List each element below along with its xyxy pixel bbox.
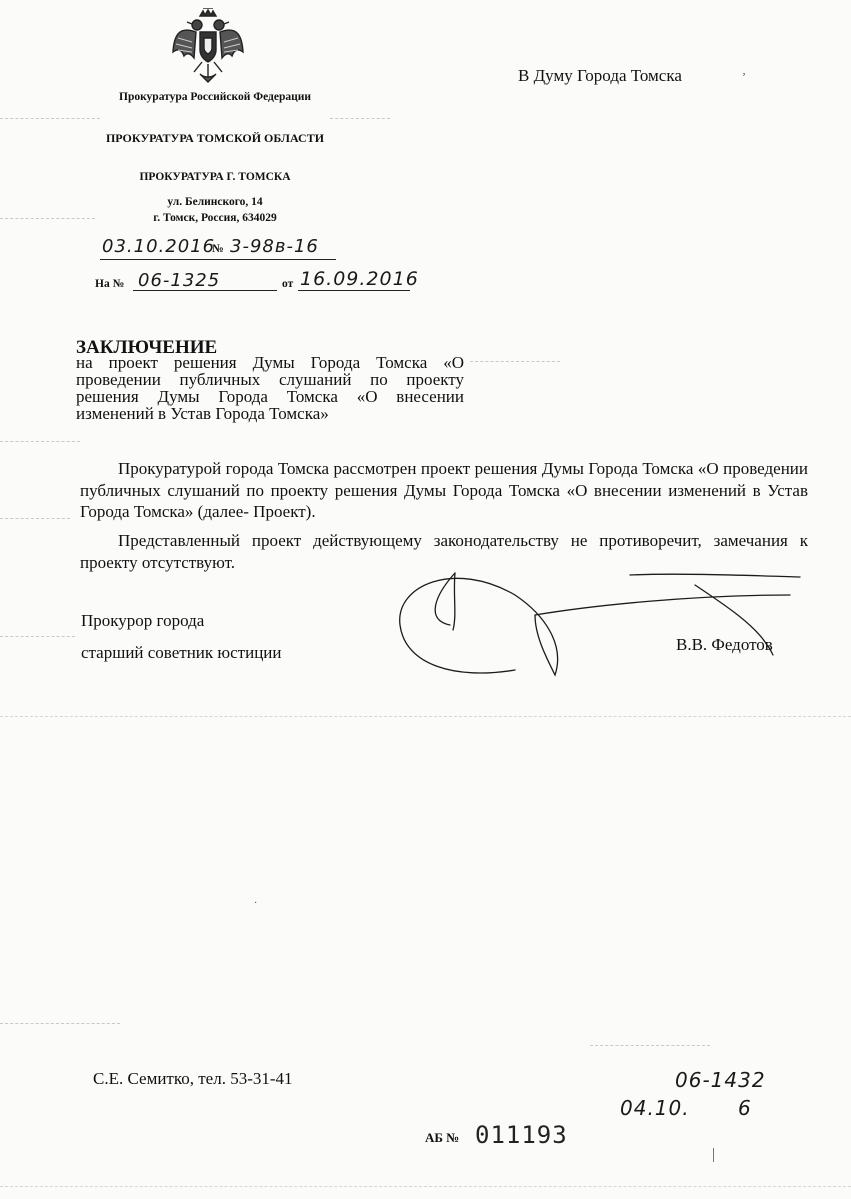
coat-of-arms-emblem [170, 8, 246, 84]
outgoing-underline [100, 259, 336, 260]
scan-artifact-line [0, 218, 95, 219]
scan-speck: ʼ [742, 70, 746, 84]
address-city: г. Томск, Россия, 634029 [153, 212, 277, 224]
outgoing-number-label: № [212, 243, 224, 255]
reference-number: 06-1325 [138, 270, 221, 291]
scan-artifact-line [0, 1023, 120, 1024]
incoming-date: 04.10. [620, 1096, 690, 1120]
reference-from-label: от [282, 278, 294, 290]
scan-artifact-line [0, 716, 851, 717]
reference-number-underline [133, 290, 277, 291]
form-series-number: 011193 [475, 1121, 568, 1149]
addressee: В Думу Города Томска [518, 66, 682, 85]
incoming-extra-mark: 6 [738, 1096, 752, 1120]
outgoing-date: 03.10.2016 [102, 236, 216, 257]
signatory-position: Прокурор города [81, 611, 205, 630]
reference-date-underline [298, 290, 410, 291]
scan-artifact-line [0, 118, 100, 119]
reference-number-label: На № [95, 278, 125, 290]
address-street: ул. Белинского, 14 [167, 196, 263, 208]
form-series-label: АБ № [425, 1130, 460, 1145]
handwritten-signature [395, 565, 805, 695]
signatory-rank: старший советник юстиции [81, 643, 282, 662]
document-subject: на проект решения Думы Города Томска «О проведении публичных слушаний по проекту решения Думы Города Томска «О внесении изменений в Устав Города Томска» [76, 353, 464, 423]
scan-artifact-line [0, 1186, 851, 1187]
scan-speck [713, 1148, 714, 1162]
scan-artifact-line [0, 518, 70, 519]
agency-name: Прокуратура Российской Федерации [119, 91, 311, 103]
outgoing-number: 3-98в-16 [230, 236, 319, 257]
scan-artifact-line [590, 1045, 710, 1046]
regional-office-name: ПРОКУРАТУРА ТОМСКОЙ ОБЛАСТИ [105, 131, 325, 145]
scan-artifact-line [0, 636, 75, 637]
reference-date: 16.09.2016 [300, 268, 419, 290]
scan-artifact-line [330, 118, 390, 119]
document-title: ЗАКЛЮЧЕНИЕ [76, 337, 218, 358]
incoming-number: 06-1432 [675, 1068, 766, 1092]
scan-artifact-line [470, 361, 560, 362]
scan-speck: · [254, 898, 258, 909]
body-paragraph-2: Представленный проект действующему законодательству не противоречит, замечания к проекту отсутствуют. [80, 531, 808, 572]
signatory-name: В.В. Федотов [676, 635, 773, 654]
scan-artifact-line [0, 441, 80, 442]
executor-contact: С.Е. Семитко, тел. 53-31-41 [93, 1069, 293, 1088]
city-office-name: ПРОКУРАТУРА Г. ТОМСКА [139, 171, 291, 183]
body-paragraph-1: Прокуратурой города Томска рассмотрен проект решения Думы Города Томска «О проведении публичных слушаний по проекту решения Думы Города Томска «О внесении изменений в Устав Города Томска» (далее- Проект). [80, 459, 808, 521]
